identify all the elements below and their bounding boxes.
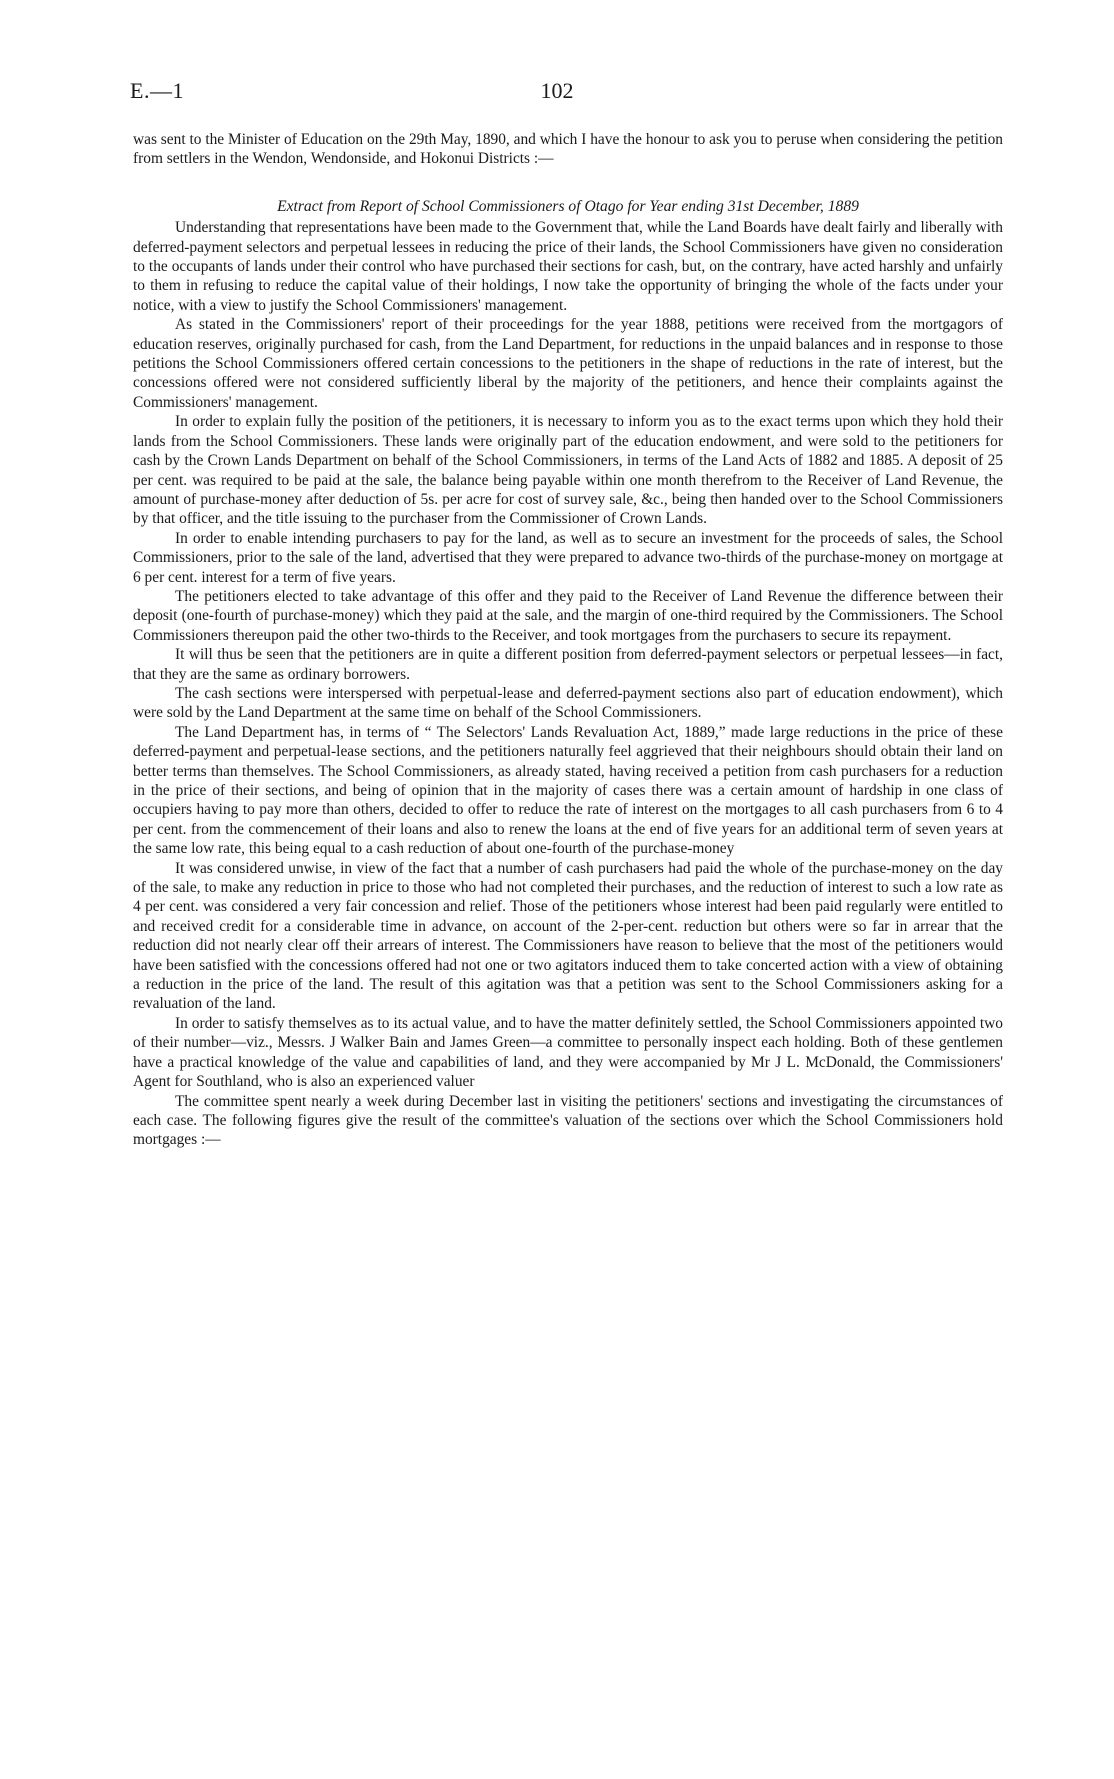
- paragraph: The committee spent nearly a week during December last in visiting the petitioners' sections and investigating the circumstances of each case. The following figures give the result of the committee's valuation of the sections over which the School Commissioners hold mortgages :—: [133, 1092, 1003, 1149]
- intro-paragraph: was sent to the Minister of Education on the 29th May, 1890, and which I have the honour to ask you to peruse when considering the petition from settlers in the Wendon, Wendonside, and Hokonui Districts :—: [133, 131, 1003, 168]
- body-text: [133, 130, 1003, 1150]
- paragraph: In order to explain fully the position of the petitioners, it is necessary to inform you as to the exact terms upon which they hold their lands from the School Commissioners. These lands were originally part of the education endowment, and were sold to the petitioners for cash by the Crown Lands Department on behalf of the School Commissioners, in terms of the Land Acts of 1882 and 1885. A deposit of 25 per cent. was required to be paid at the sale, the balance being payable within one month therefrom to the Receiver of Land Revenue, the amount of purchase-money after deduction of 5s. per acre for cost of survey sale, &c., being then handed over to the School Commissioners by that officer, and the title issuing to the purchaser from the Commissioner of Crown Lands.: [133, 413, 1003, 528]
- paragraph: In order to satisfy themselves as to its actual value, and to have the matter definitely settled, the School Commissioners appointed two of their number—viz., Messrs. J Walker Bain and James Green—a committee to personally inspect each holding. Both of these gentlemen have a practical knowledge of the value and capabilities of land, and they were accompanied by Mr J L. McDonald, the Commissioners' Agent for Southland, who is also an experienced valuer: [133, 1014, 1003, 1091]
- paragraph: The Land Department has, in terms of “ The Selectors' Lands Revaluation Act, 1889,” made large reductions in the price of these deferred-payment and perpetual-lease sections, and the petitioners naturally feel aggrieved that their neighbours should obtain their land on better terms than themselves. The School Commissioners, as already stated, having received a petition from cash purchasers for a reduction in the price of their sections, and being of opinion that in the majority of cases there was a certain amount of hardship in one class of occupiers having to pay more than others, decided to offer to reduce the rate of interest on the mortgages to all cash purchasers from 6 to 4 per cent. from the commencement of their loans and also to renew the loans at the end of five years for an additional term of seven years at the same low rate, this being equal to a cash reduction of about one-fourth of the purchase-money: [133, 723, 1003, 858]
- paragraph: The cash sections were interspersed with perpetual-lease and deferred-payment sections also part of education endowment), which were sold by the Land Department at the same time on behalf of the School Commissioners.: [133, 684, 1003, 722]
- paragraph: It will thus be seen that the petitioners are in quite a different position from deferred-payment selectors or perpetual lessees—in fact, that they are the same as ordinary borrowers.: [133, 646, 1003, 683]
- section-code: E.—1: [130, 78, 184, 103]
- paragraph: In order to enable intending purchasers to pay for the land, as well as to secure an investment for the proceeds of sales, the School Commissioners, prior to the sale of the land, advertised that they were prepared to advance two-thirds of the purchase-money on mortgage at 6 per cent. interest for a term of five years.: [133, 529, 1003, 586]
- extract-title: Extract from Report of School Commissioners of Otago for Year ending 31st December, 1889: [277, 197, 859, 215]
- paragraph: It was considered unwise, in view of the fact that a number of cash purchasers had paid the whole of the purchase-money on the day of the sale, to make any reduction in price to those who had not completed their purchases, and the reduction of interest to such a low rate as 4 per cent. was considered a very fair concession and relief. Those of the petitioners whose interest had been paid regularly were entitled to and received credit for a considerable time in advance, on account of the 2-per-cent. reduction but others were so far in arrear that the reduction did not nearly clear off their arrears of interest. The Commissioners have reason to believe that the most of the petitioners would have been satisfied with the concessions offered had not one or two agitators induced them to take concerted action with a view of obtaining a reduction in the price of the land. The result of this agitation was that a petition was sent to the School Commissioners asking for a revaluation of the land.: [133, 859, 1003, 1013]
- paragraph: As stated in the Commissioners' report of their proceedings for the year 1888, petitions were received from the mortgagors of education reserves, originally purchased for cash, from the Land Department, for reductions in the unpaid balances and in response to those petitions the School Commissioners offered certain concessions to the petitioners in the shape of reductions in the rate of interest, but the concessions offered were not considered sufficiently liberal by the majority of the petitioners, and hence their complaints against the Commissioners' management.: [133, 316, 1003, 411]
- page-number: 102: [540, 78, 574, 103]
- paragraph: The petitioners elected to take advantage of this offer and they paid to the Receiver of Land Revenue the difference between their deposit (one-fourth of purchase-money) which they paid at the sale, and the margin of one-third required by the Commissioners. The School Commissioners thereupon paid the other two-thirds to the Receiver, and took mortgages from the purchasers to secure its repayment.: [133, 587, 1003, 644]
- paragraph: Understanding that representations have been made to the Government that, while the Land Boards have dealt fairly and liberally with deferred-payment selectors and perpetual lessees in reducing the price of their lands, the School Commissioners have given no consideration to the occupants of lands under their control who have purchased their sections for cash, but, on the contrary, have acted harshly and unfairly to them in refusing to reduce the capital value of their holdings, I now take the opportunity of bringing the whole of the facts under your notice, with a view to justify the School Commissioners' management.: [133, 219, 1003, 314]
